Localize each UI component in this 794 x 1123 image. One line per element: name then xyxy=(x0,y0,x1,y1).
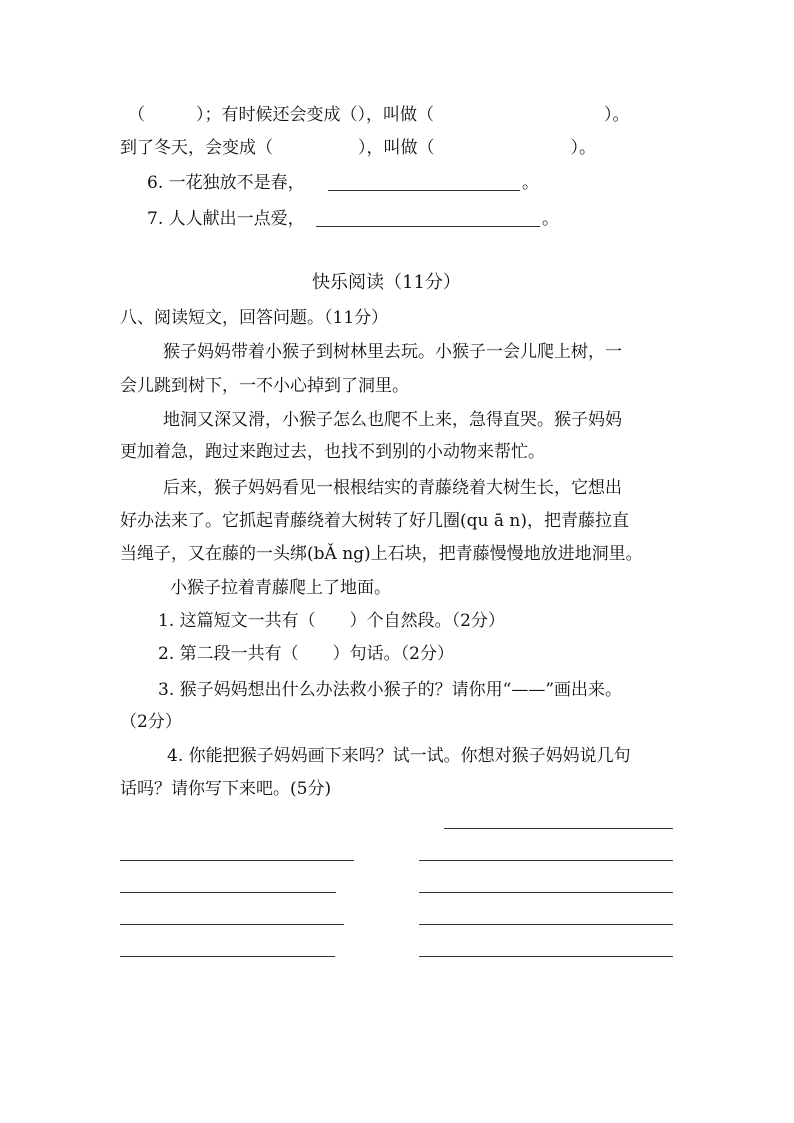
passage-p3-line1: 后来，猴子妈妈看见一根根结实的青藤绕着大树生长，它想出 xyxy=(163,478,622,498)
fill-line-6-end: 。 xyxy=(522,173,539,193)
writing-line[interactable] xyxy=(120,956,335,957)
passage-p1-line1: 猴子妈妈带着小猴子到树林里去玩。小猴子一会儿爬上树，一 xyxy=(163,342,622,362)
writing-line[interactable] xyxy=(419,860,673,861)
question-3-line2: （2分） xyxy=(120,712,182,732)
writing-line[interactable] xyxy=(120,892,336,893)
question-4-line2: 话吗？请你写下来吧。(5分) xyxy=(120,779,332,799)
question-2: 2. 第二段一共有（ ）句话。（2分） xyxy=(158,644,454,664)
fill-line-2: 到了冬天，会变成（ ），叫做（ ）。 xyxy=(120,138,596,158)
fill-line-7: 7. 人人献出一点爱， xyxy=(147,209,305,229)
question-3-line1: 3. 猴子妈妈想出什么办法救小猴子的？请你用“——”画出来。 xyxy=(158,680,623,700)
writing-line[interactable] xyxy=(444,828,673,829)
writing-line[interactable] xyxy=(120,860,354,861)
passage-p2-line2: 更加着急，跑过来跑过去，也找不到别的小动物来帮忙。 xyxy=(120,442,545,462)
writing-line[interactable] xyxy=(419,956,673,957)
fill-line-6: 6. 一花独放不是春， xyxy=(147,173,305,193)
section-title: 快乐阅读（11分） xyxy=(312,272,461,293)
reading-instruction: 八、阅读短文，回答问题。（11分） xyxy=(120,308,389,328)
passage-p1-line2: 会儿跳到树下，一不小心掉到了洞里。 xyxy=(120,376,409,396)
writing-line[interactable] xyxy=(120,924,344,925)
question-4-line1: 4. 你能把猴子妈妈画下来吗？试一试。你想对猴子妈妈说几句 xyxy=(167,746,631,766)
passage-p3-line3: 当绳子，又在藤的一头绑(bǍ ng)上石块，把青藤慢慢地放进地洞里。 xyxy=(120,544,643,564)
answer-blank-6[interactable] xyxy=(328,190,520,191)
writing-line[interactable] xyxy=(419,892,673,893)
fill-line-7-end: 。 xyxy=(542,209,559,229)
question-1: 1. 这篇短文一共有（ ）个自然段。（2分） xyxy=(158,611,505,631)
passage-p2-line1: 地洞又深又滑，小猴子怎么也爬不上来，急得直哭。猴子妈妈 xyxy=(163,410,622,430)
fill-line-1: （ ）；有时候还会变成（），叫做（ ）。 xyxy=(128,105,630,125)
writing-line[interactable] xyxy=(419,924,673,925)
answer-blank-7[interactable] xyxy=(316,226,540,227)
passage-p4: 小猴子拉着青藤爬上了地面。 xyxy=(170,578,391,598)
passage-p3-line2: 好办法来了。它抓起青藤绕着大树转了好几圈(qu ā n)，把青藤拉直 xyxy=(120,511,629,531)
